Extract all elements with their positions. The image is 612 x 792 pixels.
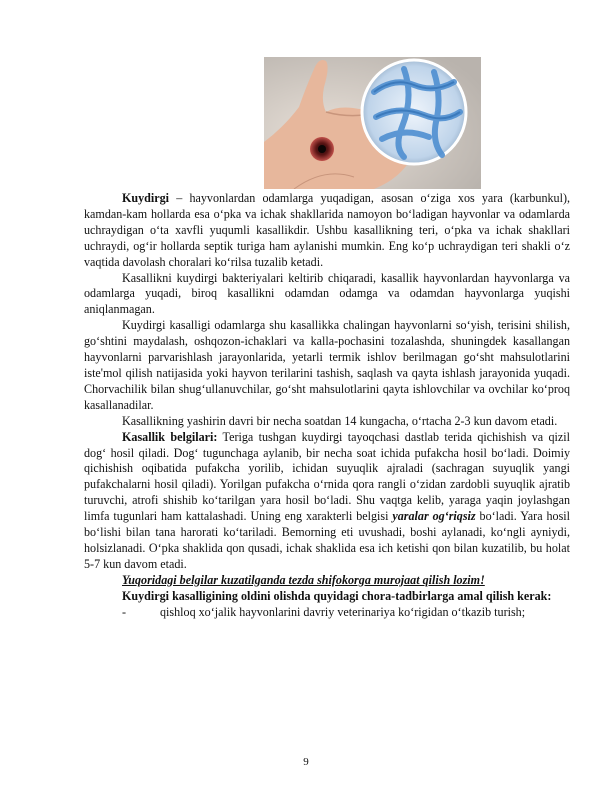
term-kuydirgi: Kuydirgi [122,191,170,205]
paragraph-symptoms [84,430,570,573]
symptoms-text-2: bo‘ladi. Yara hosil bo‘lishi bilan tana harorati ko‘tariladi. Bemorning eti uvushadi, boshi aylanadi, ko‘ngli ayniydi, holsizlanadi. O‘pka shaklida qon qusadi, ichak shaklida esa ich ketishi qon bilan kuzatilib, bu holat 5-7 kun davom etadi. [84,509,570,571]
paragraph-cause: Kasallikni kuydirgi bakteriyalari keltirib chiqaradi, kasallik hayvonlardan hayvonlarga va odamlarga yuqadi, biroq kasallikni odamdan odamga va odamdan hayvonlarga yuqishi aniqlanmagan. [84,270,570,317]
page-number: 9 [303,756,309,768]
paragraph-warning [84,573,570,589]
paragraph-prevention-heading: Kuydirgi kasalligining oldini olishda quyidagi chora-tadbirlarga amal qilish kerak: [122,588,552,603]
paragraph-incubation: Kasallikning yashirin davri bir necha soatdan 14 kungacha, o‘rtacha 2-3 kun davom etadi. [122,413,558,428]
list-marker: - [122,604,127,619]
list-item-text: qishloq xo‘jalik hayvonlarini davriy veterinariya ko‘rigidan o‘tkazib turish; [160,604,526,619]
symptoms-heading: Kasallik belgilari: [122,429,218,444]
body-text [84,191,570,620]
illustration-image [264,57,481,189]
warning-text: Yuqoridagi belgilar kuzatilganda tezda shifokorga murojaat qilish lozim! [122,572,485,587]
list-item [84,605,570,621]
symptoms-emphasis: yaralar og‘riqsiz [392,509,476,524]
paragraph-transmission: Kuydirgi kasalligi odamlarga shu kasallikka chalingan hayvonlarni so‘yish, terisini shilish, go‘shtini maydalash, oshqozon-ichaklari va kalla-pochasini tozalashda, shuningdek kasallangan hayvonlarni parvarishlash jarayonlarida, yetarli termik ishlov berilmagan go‘sht mahsulotlarini iste'mol qilish natijasida yoki hayvon terilarini tashish, saqlash va qayta ishlash jarayonida yuqadi. Chorvachilik bilan shug‘ullanuvchilar, go‘sht mahsulotlarini qayta ishlovchilar va ovchilar ko‘proq kasallanadilar. [84,318,570,412]
symptoms-text-1: Teriga tushgan kuydirgi tayoqchasi dastlab terida qichishish va qizil dog‘ hosil qiladi. Dog‘ tugunchaga aylanib, bir necha soat ichida pufakcha hosil bo‘ladi. Doimiy qichishish oqibatida pufakcha yorilib, ichidan suyuqlik ajraladi (sachragan suyuqlik yangi pufakchalarni hosil qiladi). Yorilgan pufakcha o‘rnida qora rangli o‘zidan zardobli suyuqlik ajratib turuvchi, atrofi shishib ko‘tarilgan yara hosil bo‘ladi. Shu vaqtga kelib, yaraga yaqin joylashgan limfa tugunlari ham kattalashadi. Uning eng xarakterli belgisi [84,429,570,524]
paragraph-definition [84,191,570,271]
definition-text: – hayvonlardan odamlarga yuqadigan, asosan o‘ziga xos yara (karbunkul), kamdan-kam hollarda esa o‘pka va ichak shakllarida namoyon bo‘ladigan hayvonlar va odamlarda uchraydigan o‘ta xavfli yuqumli kasallikdir. Ushbu kasallikning teri, o‘pka va ichak shakllari uchraydi, og‘ir hollarda septik turiga ham aylanishi mumkin. Eng ko‘p uchraydigan teri shakli o‘z vaqtida davolash choralari ko‘rilsa tuzalib ketadi. [84,191,570,269]
